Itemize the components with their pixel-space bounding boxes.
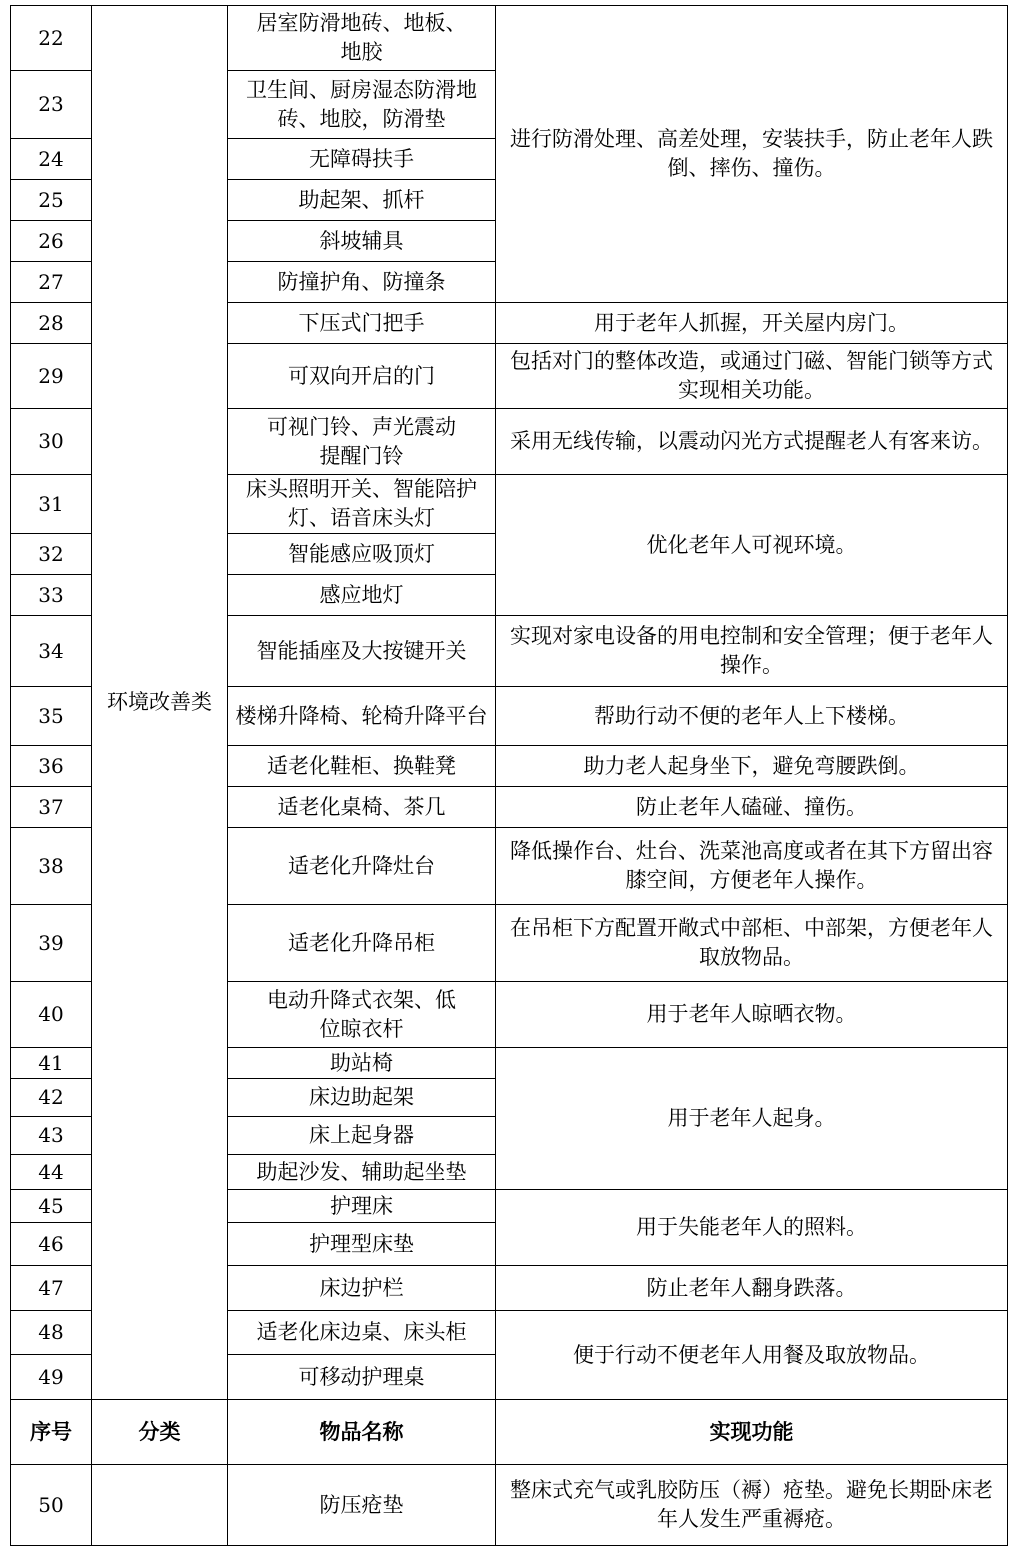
item-name: 适老化升降吊柜	[228, 905, 496, 982]
item-function: 助力老人起身坐下，避免弯腰跌倒。	[496, 746, 1008, 787]
item-name: 卫生间、厨房湿态防滑地砖、地胶，防滑垫	[228, 71, 496, 139]
item-name: 助起沙发、辅助起坐垫	[228, 1155, 496, 1190]
category-cell: 环境改善类	[92, 6, 228, 1400]
row-number: 50	[11, 1465, 92, 1546]
row-number: 28	[11, 303, 92, 344]
row-number: 31	[11, 475, 92, 534]
header-name: 物品名称	[228, 1400, 496, 1465]
item-function: 用于老年人抓握，开关屋内房门。	[496, 303, 1008, 344]
item-function: 包括对门的整体改造，或通过门磁、智能门锁等方式实现相关功能。	[496, 344, 1008, 409]
row-number: 47	[11, 1266, 92, 1311]
row-number: 32	[11, 534, 92, 575]
item-name: 智能感应吸顶灯	[228, 534, 496, 575]
item-name: 楼梯升降椅、轮椅升降平台	[228, 687, 496, 746]
item-function: 降低操作台、灶台、洗菜池高度或者在其下方留出容膝空间，方便老年人操作。	[496, 828, 1008, 905]
item-name: 床边护栏	[228, 1266, 496, 1311]
header-category: 分类	[92, 1400, 228, 1465]
item-name: 防撞护角、防撞条	[228, 262, 496, 303]
item-name: 护理型床垫	[228, 1223, 496, 1266]
item-function: 整床式充气或乳胶防压（褥）疮垫。避免长期卧床老年人发生严重褥疮。	[496, 1465, 1008, 1546]
item-function: 在吊柜下方配置开敞式中部柜、中部架，方便老年人取放物品。	[496, 905, 1008, 982]
row-number: 44	[11, 1155, 92, 1190]
item-name: 可移动护理桌	[228, 1355, 496, 1400]
row-number: 25	[11, 180, 92, 221]
row-number: 49	[11, 1355, 92, 1400]
row-number: 33	[11, 575, 92, 616]
table-row	[11, 6, 1008, 71]
item-name: 感应地灯	[228, 575, 496, 616]
row-number: 35	[11, 687, 92, 746]
item-function: 帮助行动不便的老年人上下楼梯。	[496, 687, 1008, 746]
row-number: 45	[11, 1190, 92, 1223]
item-function: 防止老年人翻身跌落。	[496, 1266, 1008, 1311]
item-name: 护理床	[228, 1190, 496, 1223]
item-name: 可双向开启的门	[228, 344, 496, 409]
aids-table	[10, 5, 1008, 1546]
item-name: 斜坡辅具	[228, 221, 496, 262]
row-number: 48	[11, 1311, 92, 1355]
row-number: 43	[11, 1117, 92, 1155]
row-number: 41	[11, 1048, 92, 1079]
row-number: 29	[11, 344, 92, 409]
item-name: 床边助起架	[228, 1079, 496, 1117]
category-cell-continued	[92, 1465, 228, 1546]
item-name: 智能插座及大按键开关	[228, 616, 496, 687]
item-name: 电动升降式衣架、低位晾衣杆	[228, 982, 496, 1048]
item-name: 居室防滑地砖、地板、地胶	[228, 6, 496, 71]
item-function: 用于老年人起身。	[496, 1048, 1008, 1190]
item-function: 实现对家电设备的用电控制和安全管理；便于老年人操作。	[496, 616, 1008, 687]
item-function: 采用无线传输，以震动闪光方式提醒老人有客来访。	[496, 409, 1008, 475]
item-name: 适老化升降灶台	[228, 828, 496, 905]
item-name: 适老化鞋柜、换鞋凳	[228, 746, 496, 787]
item-function: 优化老年人可视环境。	[496, 475, 1008, 616]
row-number: 39	[11, 905, 92, 982]
item-name: 防压疮垫	[228, 1465, 496, 1546]
row-number: 23	[11, 71, 92, 139]
item-function: 进行防滑处理、高差处理，安装扶手，防止老年人跌倒、摔伤、撞伤。	[496, 6, 1008, 303]
row-number: 36	[11, 746, 92, 787]
item-name: 下压式门把手	[228, 303, 496, 344]
row-number: 46	[11, 1223, 92, 1266]
item-name: 助起架、抓杆	[228, 180, 496, 221]
row-number: 30	[11, 409, 92, 475]
item-function: 用于失能老年人的照料。	[496, 1190, 1008, 1266]
item-name: 床上起身器	[228, 1117, 496, 1155]
row-number: 37	[11, 787, 92, 828]
row-number: 40	[11, 982, 92, 1048]
item-name: 床头照明开关、智能陪护灯、语音床头灯	[228, 475, 496, 534]
header-function: 实现功能	[496, 1400, 1008, 1465]
item-function: 用于老年人晾晒衣物。	[496, 982, 1008, 1048]
item-name: 助站椅	[228, 1048, 496, 1079]
item-name: 适老化桌椅、茶几	[228, 787, 496, 828]
item-name: 可视门铃、声光震动提醒门铃	[228, 409, 496, 475]
row-number: 22	[11, 6, 92, 71]
row-number: 38	[11, 828, 92, 905]
row-number: 26	[11, 221, 92, 262]
item-function: 防止老年人磕碰、撞伤。	[496, 787, 1008, 828]
row-number: 24	[11, 139, 92, 180]
row-number: 27	[11, 262, 92, 303]
table-header-row	[11, 1400, 1008, 1465]
item-name: 无障碍扶手	[228, 139, 496, 180]
item-function: 便于行动不便老年人用餐及取放物品。	[496, 1311, 1008, 1400]
item-name: 适老化床边桌、床头柜	[228, 1311, 496, 1355]
row-number: 42	[11, 1079, 92, 1117]
table-row	[11, 1465, 1008, 1546]
header-number: 序号	[11, 1400, 92, 1465]
row-number: 34	[11, 616, 92, 687]
